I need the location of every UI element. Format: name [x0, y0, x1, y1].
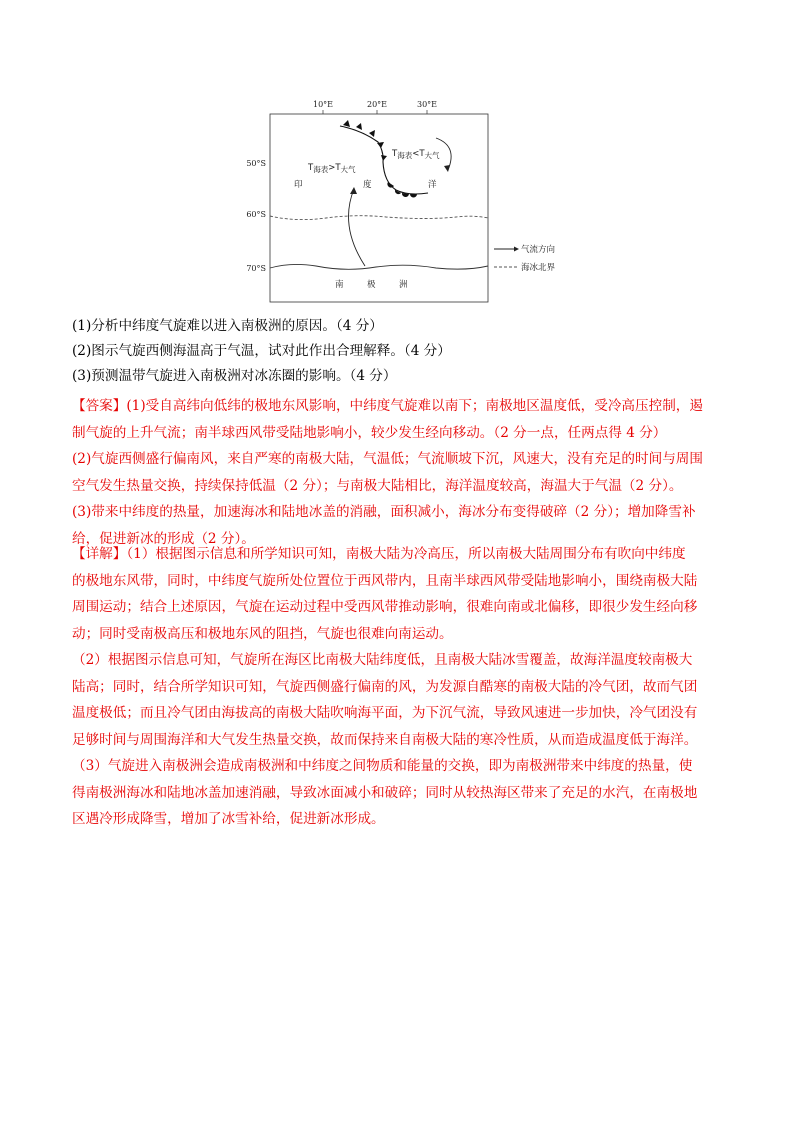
answer-line: (3)带来中纬度的热量，加速海冰和陆地冰盖的消融，面积减小，海冰分布变得破碎（2 分）；增加降雪补 — [72, 504, 696, 520]
legend-airflow-arrowhead — [514, 247, 519, 252]
legend-airflow-label: 气流方向 — [521, 245, 556, 255]
detail-line: （2）根据图示信息可知，气旋所在海区比南极大陆纬度低，且南极大陆冰雪覆盖，故海洋温度较南极大 — [72, 652, 693, 668]
question-1: (1)分析中纬度气旋难以进入南极洲的原因。（4 分） — [72, 318, 383, 334]
detail-line: 动；同时受南极高压和极地东风的阻挡，气旋也很难向南运动。 — [72, 625, 453, 642]
antarctic-coastline — [270, 264, 488, 269]
continent-label-zhou: 洲 — [399, 280, 408, 290]
ocean-label-du: 度 — [363, 180, 372, 190]
warm-front-semicircles — [387, 182, 417, 198]
detail-line: 陆高；同时，结合所学知识可知，气旋西侧盛行偏南的风，为发源自酷寒的南极大陆的冷气团，故而气团 — [72, 678, 698, 695]
temp-annotation-west: T海表>T大气 — [308, 163, 356, 174]
legend-ice-label: 海冰北界 — [521, 263, 556, 273]
question-2: (2)图示气旋西侧海温高于气温，试对此作出合理解释。（4 分） — [72, 343, 451, 359]
cold-front-line — [340, 126, 383, 162]
weather-map — [236, 96, 556, 308]
questions-block — [72, 314, 728, 389]
airflow-arrow-north — [349, 189, 365, 266]
lon-label-20e: 20°E — [366, 100, 388, 109]
detail-line: （3）气旋进入南极洲会造成南极洲和中纬度之间物质和能量的交换，即为南极洲带来中纬度的热量，使 — [72, 758, 693, 774]
airflow-arrowhead-east — [444, 165, 450, 172]
detail-line: 得南极洲海冰和陆地冰盖加速消融，导致冰面减小和破碎；同时从较热海区带来了充足的水汽，在南极地 — [72, 784, 698, 801]
weather-map-figure — [236, 96, 556, 308]
detail-line: 足够时间与周围海洋和大气发生热量交换，故而保持来自南极大陆的寒冷性质，从而造成温度低于海洋。 — [72, 731, 698, 748]
lon-label-30e: 30°E — [416, 100, 438, 109]
answer-block — [72, 393, 728, 552]
detail-line: 温度极低；而且冷气团由海拔高的南极大陆吹响海平面，为下沉气流，导致风速进一步加快，冷气团没有 — [72, 705, 698, 721]
question-3: (3)预测温带气旋进入南极洲对冰冻圈的影响。（4 分） — [72, 368, 397, 384]
detail-line: 区遇冷形成降雪，增加了冰雪补给，促进新冰形成。 — [72, 811, 385, 827]
answer-line: 给，促进新冰的形成（2 分）。 — [72, 530, 255, 547]
answer-line: 制气旋的上升气流；南半球西风带受陆地影响小，较少发生经向移动。（2 分一点，任两点得 4 分） — [72, 424, 667, 441]
answer-line: 空气发生热量交换，持续保持低温（2 分）；与南极大陆相比，海洋温度较高，海温大于气温（2 分）。 — [72, 477, 683, 494]
continent-label-nan: 南 — [335, 280, 344, 290]
answer-line: (2)气旋西侧盛行偏南风，来自严寒的南极大陆，气温低；气流顺坡下沉，风速大，没有充足的时间与周围 — [72, 451, 703, 467]
sea-ice-boundary — [270, 216, 488, 220]
temp-annotation-east: T海表<T大气 — [392, 149, 440, 160]
continent-label-ji: 极 — [367, 280, 376, 290]
airflow-arrowhead-north — [350, 187, 357, 194]
detail-line: 周围运动；结合上述原因，气旋在运动过程中受西风带推动影响，很难向南或北偏移，即很少发生经向移 — [72, 599, 698, 615]
warm-front-line — [383, 162, 428, 194]
lat-label-50s: 50°S — [246, 159, 266, 168]
lon-label-10e: 10°E — [312, 100, 334, 109]
detail-line: 【详解】（1）根据图示信息和所学知识可知，南极大陆为冷高压，所以南极大陆周围分布有吹向中纬度 — [72, 546, 686, 562]
answer-line: 【答案】(1)受自高纬向低纬的极地东风影响，中纬度气旋难以南下；南极地区温度低，受冷高压控制，遏 — [72, 398, 703, 414]
lat-label-60s: 60°S — [246, 210, 266, 219]
detail-line: 的极地东风带，同时，中纬度气旋所处位置位于西风带内，且南半球西风带受陆地影响小，围绕南极大陆 — [72, 572, 698, 589]
detail-block — [72, 541, 728, 833]
cold-front-triangles — [343, 120, 387, 161]
ocean-label-yang: 洋 — [428, 180, 437, 190]
ocean-label-yin: 印 — [294, 180, 303, 190]
lat-label-70s: 70°S — [246, 264, 266, 273]
map-frame — [270, 114, 488, 302]
